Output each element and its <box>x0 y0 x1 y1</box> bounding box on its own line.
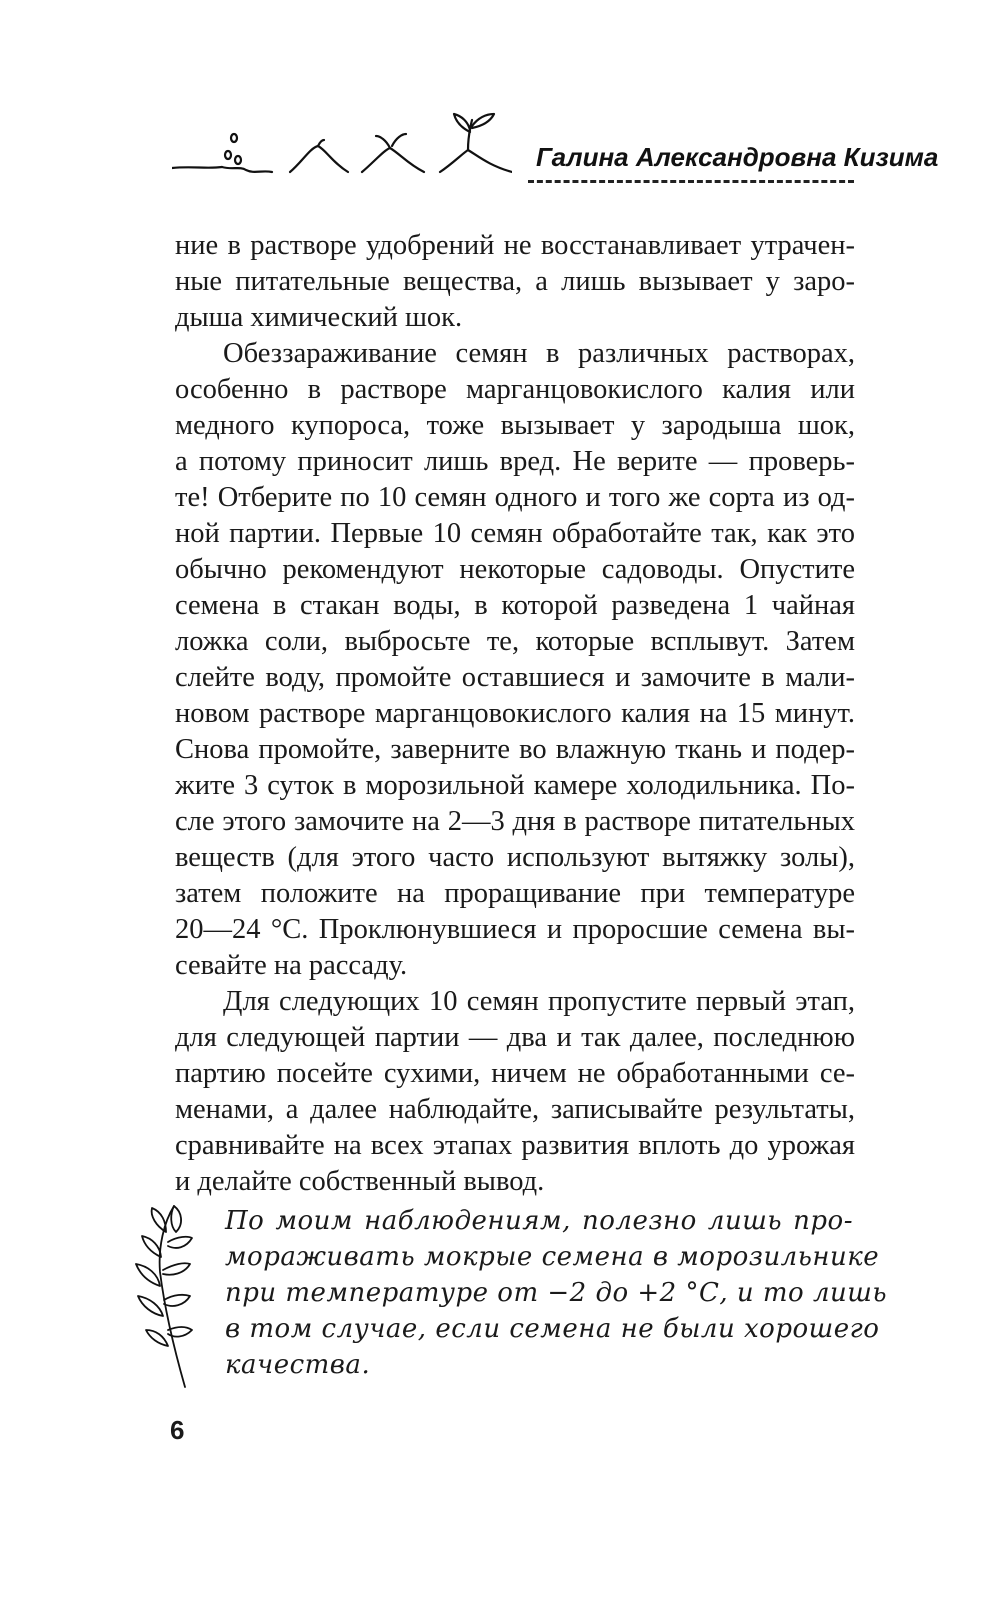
text-line: а потому приносит лишь вред. Не верите — проверь- <box>175 446 855 477</box>
text-line: сравнивайте на всех этапах развития вплоть до урожая <box>175 1130 855 1161</box>
page-number: 6 <box>170 1415 185 1445</box>
text-line: сле этого замочите на 2—3 дня в растворе питательных <box>175 806 855 837</box>
note-line: качества. <box>225 1350 371 1380</box>
text-line: новом растворе марганцовокислого калия на 15 минут. <box>175 698 855 729</box>
text-line: ложка соли, выбросьте те, которые всплывут. Затем <box>175 626 855 657</box>
text-line: слейте воду, промойте оставшиеся и замочите в мали- <box>175 662 855 693</box>
leaf-branch-icon <box>130 1202 200 1392</box>
text-line: те! Отберите по 10 семян одного и того же сорта из од- <box>175 482 855 513</box>
running-header-author: Галина Александровна Кизима <box>536 142 939 172</box>
text-line: веществ (для этого часто используют вытяжку золы), <box>175 842 855 873</box>
paragraph-1 <box>175 228 855 336</box>
text-line: дыша химический шок. <box>175 302 463 333</box>
text-line: партию посейте сухими, ничем не обработанными се- <box>175 1058 855 1089</box>
text-line: ние в растворе удобрений не восстанавливает утрачен- <box>175 230 855 261</box>
paragraph-3 <box>175 984 855 1200</box>
text-line: жите 3 суток в морозильной камере холодильника. По- <box>175 770 855 801</box>
text-line: 20—24 °С. Проклюнувшиеся и проросшие семена вы- <box>175 914 855 945</box>
text-line: медного купороса, тоже вызывает у зародыша шок, <box>175 410 855 441</box>
text-line: семена в стакан воды, в которой разведена 1 чайная <box>175 590 855 621</box>
note-line: в том случае, если семена не были хорошего <box>225 1314 880 1344</box>
note-line: мораживать мокрые семена в морозильнике <box>225 1242 880 1272</box>
text-line: и делайте собственный вывод. <box>175 1166 545 1197</box>
text-line: Для следующих 10 семян пропустите первый этап, <box>223 986 855 1017</box>
note-line: при температуре от −2 до +2 °С, и то лишь <box>225 1278 888 1308</box>
text-line: ные питательные вещества, а лишь вызывает у заро- <box>175 266 855 297</box>
text-line: Снова промойте, заверните во влажную ткань и подер- <box>175 734 855 765</box>
note-line: По моим наблюдениям, полезно лишь про- <box>225 1206 853 1236</box>
text-line: ной партии. Первые 10 семян обработайте так, как это <box>175 518 855 549</box>
text-line: обычно рекомендуют некоторые садоводы. Опустите <box>175 554 855 585</box>
text-line: особенно в растворе марганцовокислого калия или <box>175 374 855 405</box>
text-line: для следующей партии — два и так далее, последнюю <box>175 1022 855 1053</box>
text-line: Обеззараживание семян в различных растворах, <box>223 338 855 369</box>
sidebar-note <box>225 1204 888 1384</box>
paragraph-2 <box>175 336 855 984</box>
body-text <box>175 228 855 1200</box>
header-dashed-rule <box>528 180 854 183</box>
seed-sprouting-growth-icon <box>172 100 512 190</box>
text-line: севайте на рассаду. <box>175 950 408 981</box>
text-line: затем положите на проращивание при температуре <box>175 878 855 909</box>
text-line: менами, а далее наблюдайте, записывайте результаты, <box>175 1094 855 1125</box>
